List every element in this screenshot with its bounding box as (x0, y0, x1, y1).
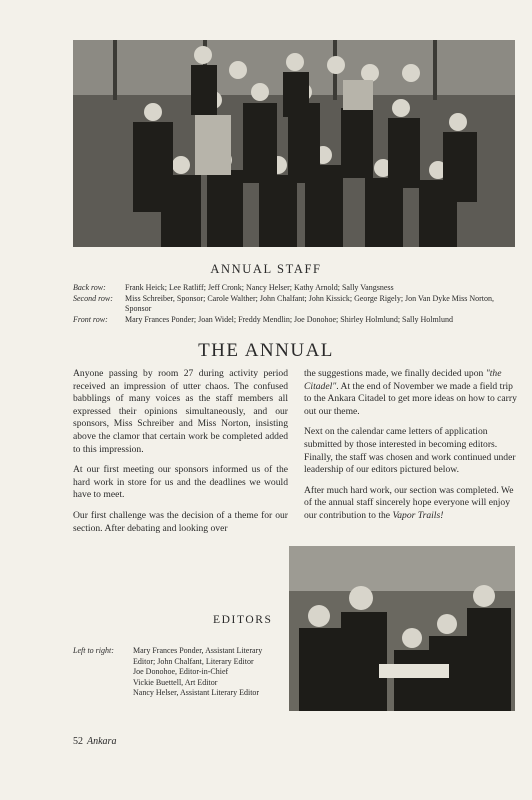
article-paragraph: At our first meeting our sponsors informed us of the hard work in store for us and the deadlines we would have to meet. (73, 464, 288, 501)
roster-row-front (73, 315, 519, 326)
article-paragraph: Next on the calendar came letters of application submitted by those interested in becoming editors. Finally, the staff was chosen and work continued under leadership of our editors pictured below. (304, 426, 516, 476)
article-paragraph (304, 368, 519, 418)
staff-photo-figures (73, 40, 515, 247)
editors-caption-row (73, 646, 283, 699)
editors-heading: EDITORS (213, 614, 273, 626)
editor-line: Joe Donohoe, Editor-in-Chief (133, 667, 229, 676)
staff-roster (73, 283, 519, 325)
roster-label: Back row: (73, 283, 106, 292)
roster-names: Frank Heick; Lee Ratliff; Jeff Cronk; Nancy Helser; Kathy Arnold; Sally Vangsness (125, 283, 394, 292)
editors-photo-figures (289, 546, 515, 711)
editors-names (133, 646, 283, 699)
editors-label: Left to right: (73, 646, 114, 655)
text-emphasis: Vapor Trails! (392, 509, 444, 521)
editors-caption (73, 646, 283, 699)
text-emphasis: "the Citadel" (304, 368, 502, 392)
text-run: the suggestions made, we finally decided upon (304, 368, 486, 379)
roster-row-second (73, 294, 519, 315)
article-paragraph (304, 485, 519, 523)
text-run: After much hard work, our section was completed. We of the annual staff sincerely hope everyone will enjoy our contribution to the (304, 484, 514, 521)
editors-photo (289, 546, 515, 711)
school-name: Ankara (87, 736, 117, 747)
article-column-left (73, 368, 288, 543)
article-paragraph: Anyone passing by room 27 during activity period received an impression of utter chaos. The confused babblings of many voices as the staff members all expressed their opinions simultaneously, and our sponsors, Miss Schreiber and Miss Norton, insisting above the clamor that certain work be completed added to this impression. (73, 368, 288, 455)
staff-heading: ANNUAL STAFF (210, 262, 322, 276)
roster-row-back (73, 283, 519, 294)
roster-names: Miss Schreiber, Sponsor; Carole Walther; John Chalfant; John Kissick; George Rigely; Jon Van Dyke Miss Norton, Sponsor (125, 293, 495, 313)
editor-line: Nancy Helser, Assistant Literary Editor (133, 688, 260, 697)
editor-line: Vickie Buettell, Art Editor (133, 677, 218, 687)
roster-label: Second row: (73, 293, 113, 303)
editor-line: Mary Frances Ponder, Assistant Literary Editor; John Chalfant, Literary Editor (133, 646, 263, 666)
roster-names: Mary Frances Ponder; Joan Widel; Freddy Mendlin; Joe Donohoe; Shirley Holmlund; Sally Holmlund (125, 314, 453, 324)
page-footer (73, 736, 116, 747)
page-number: 52 (73, 736, 83, 747)
annual-staff-group-photo (73, 40, 515, 247)
roster-label: Front row: (73, 314, 108, 324)
article-title: THE ANNUAL (198, 340, 334, 361)
text-run: . At the end of November we made a field trip to the Ankara Citadel to get more ideas on how to carry out our theme. (304, 380, 517, 417)
article-column-right (304, 368, 519, 531)
article-paragraph: Our first challenge was the decision of a theme for our section. After debating and looking over (73, 509, 288, 534)
